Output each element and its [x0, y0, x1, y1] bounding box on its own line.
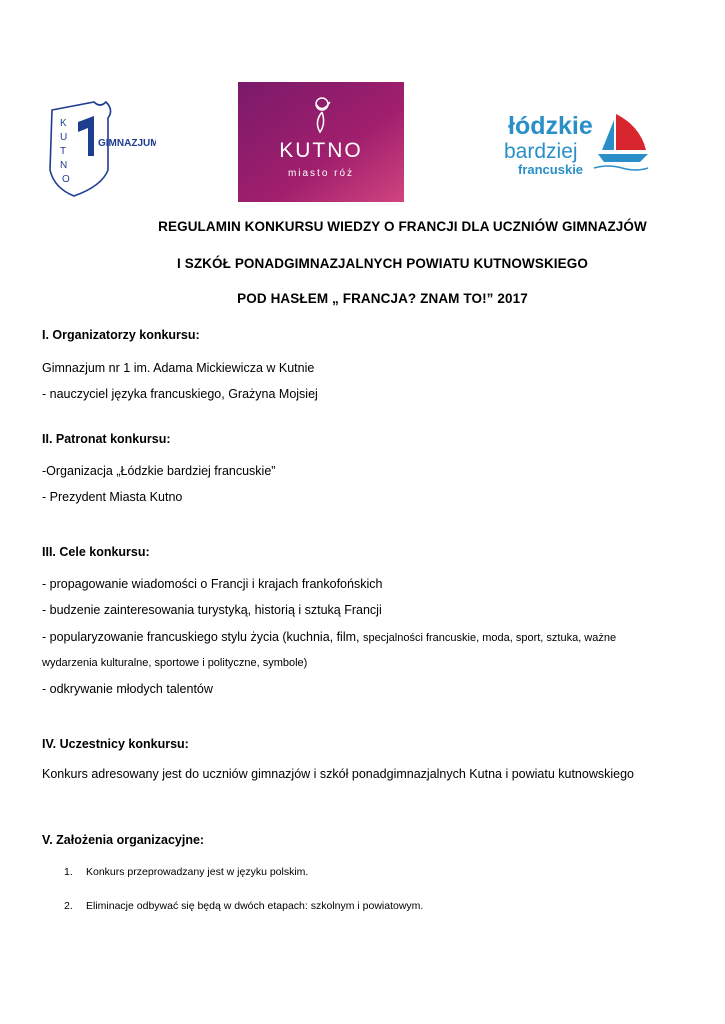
svg-text:K: K: [60, 118, 67, 129]
section-heading-organizers: I. Organizatorzy konkursu:: [42, 328, 200, 342]
goal-line: - propagowanie wiadomości o Francji i krajach frankofońskich: [42, 577, 383, 591]
title-line-3: POD HASŁEM „ FRANCJA? ZNAM TO!” 2017: [237, 291, 528, 306]
section-heading-goals: III. Cele konkursu:: [42, 545, 150, 559]
section-heading-organization: V. Założenia organizacyjne:: [42, 833, 205, 847]
lodzkie-logo-line3: francuskie: [518, 162, 584, 177]
list-item-text: Konkurs przeprowadzany jest w języku polskim.: [86, 866, 309, 878]
lodzkie-logo-line1: łódzkie: [508, 112, 593, 140]
lodzkie-logo-line2: bardziej: [504, 140, 578, 163]
goal-line: [42, 630, 616, 644]
list-item-number: 2.: [64, 900, 73, 912]
patron-line: - Prezydent Miasta Kutno: [42, 490, 183, 504]
organizer-line: - nauczyciel języka francuskiego, Grażyna Mojsiej: [42, 387, 318, 401]
gimnazjum-logo-text: GIMNAZJUM: [98, 138, 156, 149]
goal-line-start: - popularyzowanie francuskiego stylu życia (kuchnia, film,: [42, 630, 363, 644]
gimnazjum-logo: [44, 100, 156, 198]
title-line-1: REGULAMIN KONKURSU WIEDZY O FRANCJI DLA UCZNIÓW GIMNAZJÓW: [158, 219, 647, 234]
goal-line: wydarzenia kulturalne, sportowe i polityczne, symbole): [42, 657, 308, 669]
list-item-number: 1.: [64, 866, 73, 878]
kutno-logo-subtitle: miasto róż: [287, 168, 355, 179]
goal-line: - budzenie zainteresowania turystyką, historią i sztuką Francji: [42, 603, 382, 617]
svg-text:O: O: [62, 174, 70, 185]
title-line-2: I SZKÓŁ PONADGIMNAZJALNYCH POWIATU KUTNOWSKIEGO: [177, 256, 588, 271]
svg-text:N: N: [60, 160, 68, 171]
kutno-logo: [238, 82, 404, 202]
organizer-line: Gimnazjum nr 1 im. Adama Mickiewicza w Kutnie: [42, 361, 315, 375]
sailboat-icon: [594, 114, 648, 170]
kutno-logo-title: KUTNO: [279, 139, 363, 162]
svg-text:T: T: [60, 146, 67, 157]
participants-line: Konkurs adresowany jest do uczniów gimnazjów i szkół ponadgimnazjalnych Kutna i powiatu kutnowskiego: [42, 767, 634, 781]
goal-line: - odkrywanie młodych talentów: [42, 682, 213, 696]
patron-line: -Organizacja „Łódzkie bardziej francuskie”: [42, 464, 276, 478]
goal-line-continued: specjalności francuskie, moda, sport, sztuka, ważne: [362, 632, 617, 644]
section-heading-patronage: II. Patronat konkursu:: [42, 432, 171, 446]
lodzkie-logo: [498, 108, 650, 182]
section-heading-participants: IV. Uczestnicy konkursu:: [42, 737, 189, 751]
svg-text:U: U: [60, 132, 68, 143]
list-item-text: Eliminacje odbywać się będą w dwóch etapach: szkolnym i powiatowym.: [86, 900, 424, 912]
